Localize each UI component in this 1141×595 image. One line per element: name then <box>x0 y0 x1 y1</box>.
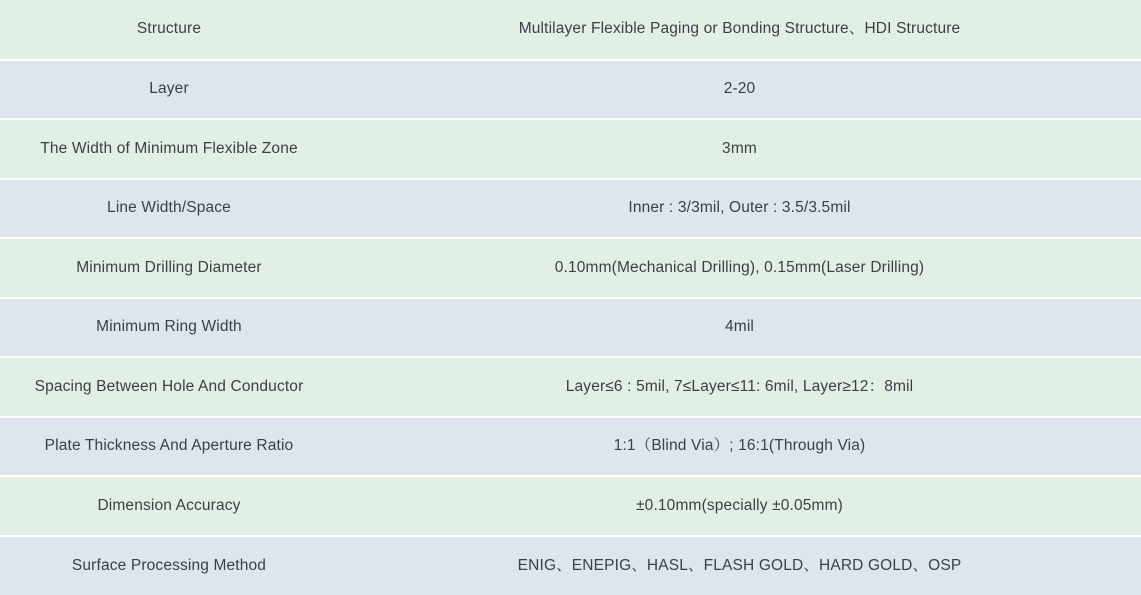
spec-value: 2-20 <box>338 60 1141 120</box>
table-row <box>0 417 1141 477</box>
spec-value: 0.10mm(Mechanical Drilling), 0.15mm(Laser Drilling) <box>338 238 1141 298</box>
spec-value: 4mil <box>338 298 1141 358</box>
spec-value: Inner : 3/3mil, Outer : 3.5/3.5mil <box>338 179 1141 239</box>
spec-label: Structure <box>0 0 338 60</box>
table-row <box>0 536 1141 595</box>
table-row <box>0 0 1141 60</box>
spec-label: Plate Thickness And Aperture Ratio <box>0 417 338 477</box>
spec-label: The Width of Minimum Flexible Zone <box>0 119 338 179</box>
table-row <box>0 357 1141 417</box>
spec-label: Minimum Drilling Diameter <box>0 238 338 298</box>
table-row <box>0 298 1141 358</box>
table-row <box>0 179 1141 239</box>
spec-label: Minimum Ring Width <box>0 298 338 358</box>
spec-label: Spacing Between Hole And Conductor <box>0 357 338 417</box>
spec-value: ±0.10mm(specially ±0.05mm) <box>338 476 1141 536</box>
table-row <box>0 119 1141 179</box>
spec-value: 1:1（Blind Via）; 16:1(Through Via) <box>338 417 1141 477</box>
spec-label: Layer <box>0 60 338 120</box>
spec-label: Surface Processing Method <box>0 536 338 595</box>
spec-label: Line Width/Space <box>0 179 338 239</box>
spec-label: Dimension Accuracy <box>0 476 338 536</box>
spec-value: ENIG、ENEPIG、HASL、FLASH GOLD、HARD GOLD、OSP <box>338 536 1141 595</box>
table-row <box>0 476 1141 536</box>
table-row <box>0 60 1141 120</box>
table-row <box>0 238 1141 298</box>
spec-value: Layer≤6 : 5mil, 7≤Layer≤11: 6mil, Layer≥12：8mil <box>338 357 1141 417</box>
spec-value: 3mm <box>338 119 1141 179</box>
spec-value: Multilayer Flexible Paging or Bonding Structure、HDI Structure <box>338 0 1141 60</box>
